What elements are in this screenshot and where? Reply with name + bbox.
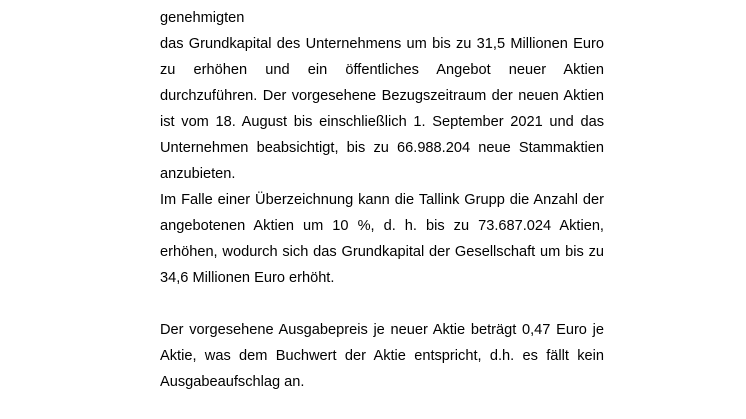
text-line: Aktie, was dem Buchwert der Aktie entspricht, d.h. es fällt kein bbox=[160, 348, 604, 364]
text-line: ist vom 18. August bis einschließlich 1. September 2021 und das bbox=[160, 114, 604, 130]
text-line: das Grundkapital des Unternehmens um bis zu 31,5 Millionen Euro bbox=[160, 36, 604, 52]
text-line: erhöhen, wodurch sich das Grundkapital der Gesellschaft um bis zu bbox=[160, 244, 604, 260]
text-line: Der vorgesehene Ausgabepreis je neuer Aktie beträgt 0,47 Euro je bbox=[160, 322, 604, 338]
text-line: durchzuführen. Der vorgesehene Bezugszeitraum der neuen Aktien bbox=[160, 88, 604, 104]
paragraph-capital-increase bbox=[160, 0, 604, 187]
paragraph-oversubscription bbox=[160, 187, 604, 291]
text-line: anzubieten. bbox=[160, 166, 236, 182]
text-line: Ausgabeaufschlag an. bbox=[160, 374, 305, 390]
text-line: Unternehmen beabsichtigt, bis zu 66.988.204 neue Stammaktien bbox=[160, 140, 604, 156]
text-line: Im Falle einer Überzeichnung kann die Tallink Grupp die Anzahl der bbox=[160, 192, 604, 208]
paragraph-issue-price bbox=[160, 317, 604, 395]
text-line: zu erhöhen und ein öffentliches Angebot neuer Aktien bbox=[160, 62, 604, 78]
text-line: 34,6 Millionen Euro erhöht. bbox=[160, 270, 335, 286]
text-line: angebotenen Aktien um 10 %, d. h. bis zu 73.687.024 Aktien, bbox=[160, 218, 604, 234]
text-line: genehmigten bbox=[160, 10, 245, 26]
